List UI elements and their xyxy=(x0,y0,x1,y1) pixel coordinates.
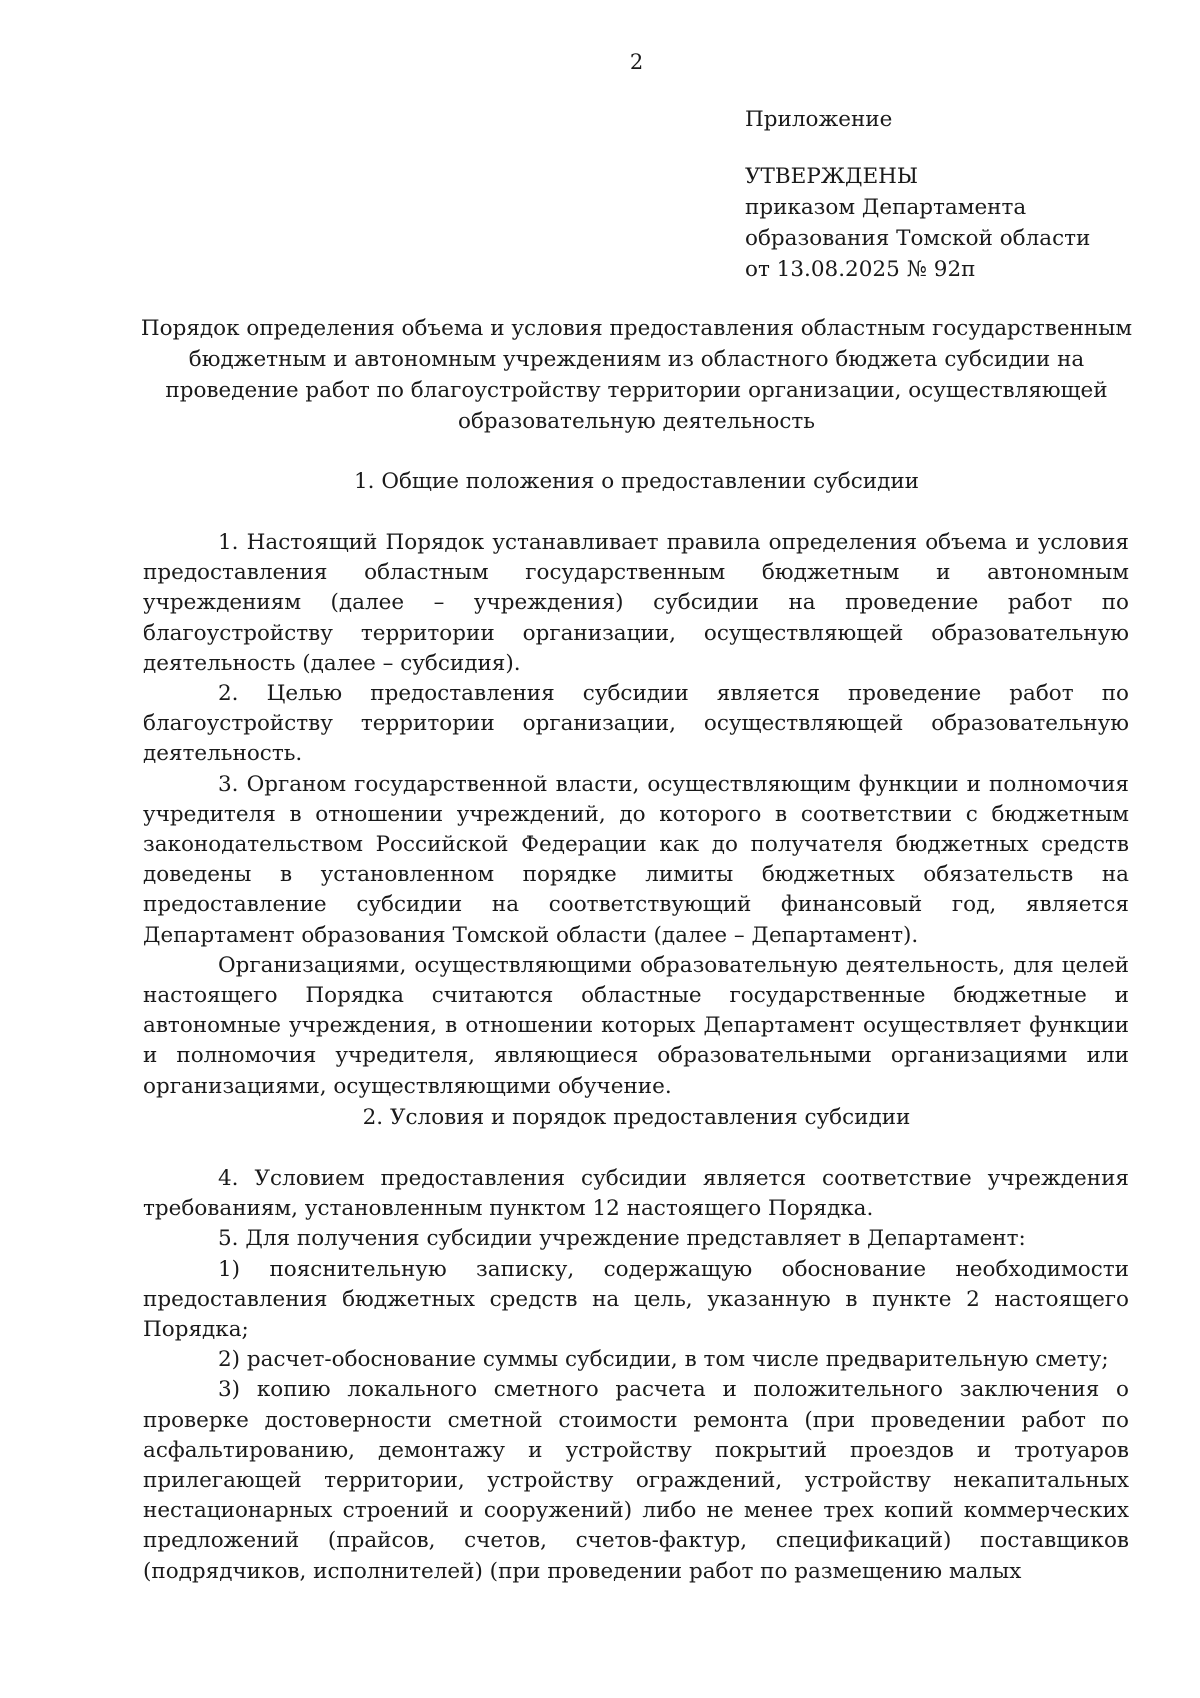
section2-body xyxy=(143,1164,1129,1587)
paragraph-2: 2. Целью предоставления субсидии является проведение работ по благоустройству территории организации, осуществляющей образовательную деятельность. xyxy=(143,681,1129,767)
list-item-2: 2) расчет-обоснование суммы субсидии, в том числе предварительную смету; xyxy=(218,1347,1109,1373)
section1-body xyxy=(143,528,1129,1102)
list-item-1: 1) пояснительную записку, содержащую обоснование необходимости предоставления бюджетных средств на цель, указанную в пункте 2 настоящего Порядка; xyxy=(143,1256,1129,1343)
list-item-3: 3) копию локального сметного расчета и положительного заключения о проверке достоверности сметной стоимости ремонта (при проведении работ по асфальтированию, демонтажу и устройству покрытий проездов и тротуаров прилегающей территории, устройству ограждений, устройству некапитальных нестационарных строений и сооружений) либо не менее трех копий коммерческих предложений (прайсов, счетов, счетов-фактур, спецификаций) поставщиков (подрядчиков, исполнителей) (при проведении работ по размещению малых xyxy=(143,1377,1129,1584)
appendix-label: Приложение xyxy=(745,107,893,132)
page-number: 2 xyxy=(629,50,644,74)
approved-caps: УТВЕРЖДЕНЫ xyxy=(745,164,919,189)
paragraph-5: 5. Для получения субсидии учреждение представляет в Департамент: xyxy=(218,1226,1026,1252)
document-title: Порядок определения объема и условия предоставления областным государственным бюджетным и автономным учреждениям из областного бюджета субсидии на проведение работ по благоустройству территории организации, осуществляющей образовательную деятельность xyxy=(140,316,1133,434)
paragraph-organizations: Организациями, осуществляющими образовательную деятельность, для целей настоящего Порядка считаются областные государственные бюджетные и автономные учреждения, в отношении которых Департамент осуществляет функции и полномочия учредителя, являющиеся образовательными организациями или организациями, осуществляющими обучение. xyxy=(143,952,1129,1099)
paragraph-4: 4. Условием предоставления субсидии является соответствие учреждения требованиям, установленным пунктом 12 настоящего Порядка. xyxy=(143,1166,1129,1222)
paragraph-3: 3. Органом государственной власти, осуществляющим функции и полномочия учредителя в отношении учреждений, до которого в соответствии с бюджетным законодательством Российской Федерации как до получателя бюджетных средств доведены в установленном порядке лимиты бюджетных обязательств на предоставление субсидии на соответствующий финансовый год, является Департамент образования Томской области (далее – Департамент). xyxy=(143,771,1129,948)
order-line-1: приказом Департамента xyxy=(745,195,1027,220)
approval-block xyxy=(745,104,1090,285)
order-line-2: образования Томской области xyxy=(745,226,1091,251)
section1-heading: 1. Общие положения о предоставлении субсидии xyxy=(354,469,919,494)
order-date: от 13.08.2025 № 92п xyxy=(745,257,976,282)
paragraph-1: 1. Настоящий Порядок устанавливает правила определения объема и условия предоставления областным государственным бюджетным и автономным учреждениям (далее – учреждения) субсидии на проведение работ по благоустройству территории организации, осуществляющей образовательную деятельность (далее – субсидия). xyxy=(143,530,1129,676)
section2-heading: 2. Условия и порядок предоставления субсидии xyxy=(362,1105,911,1130)
